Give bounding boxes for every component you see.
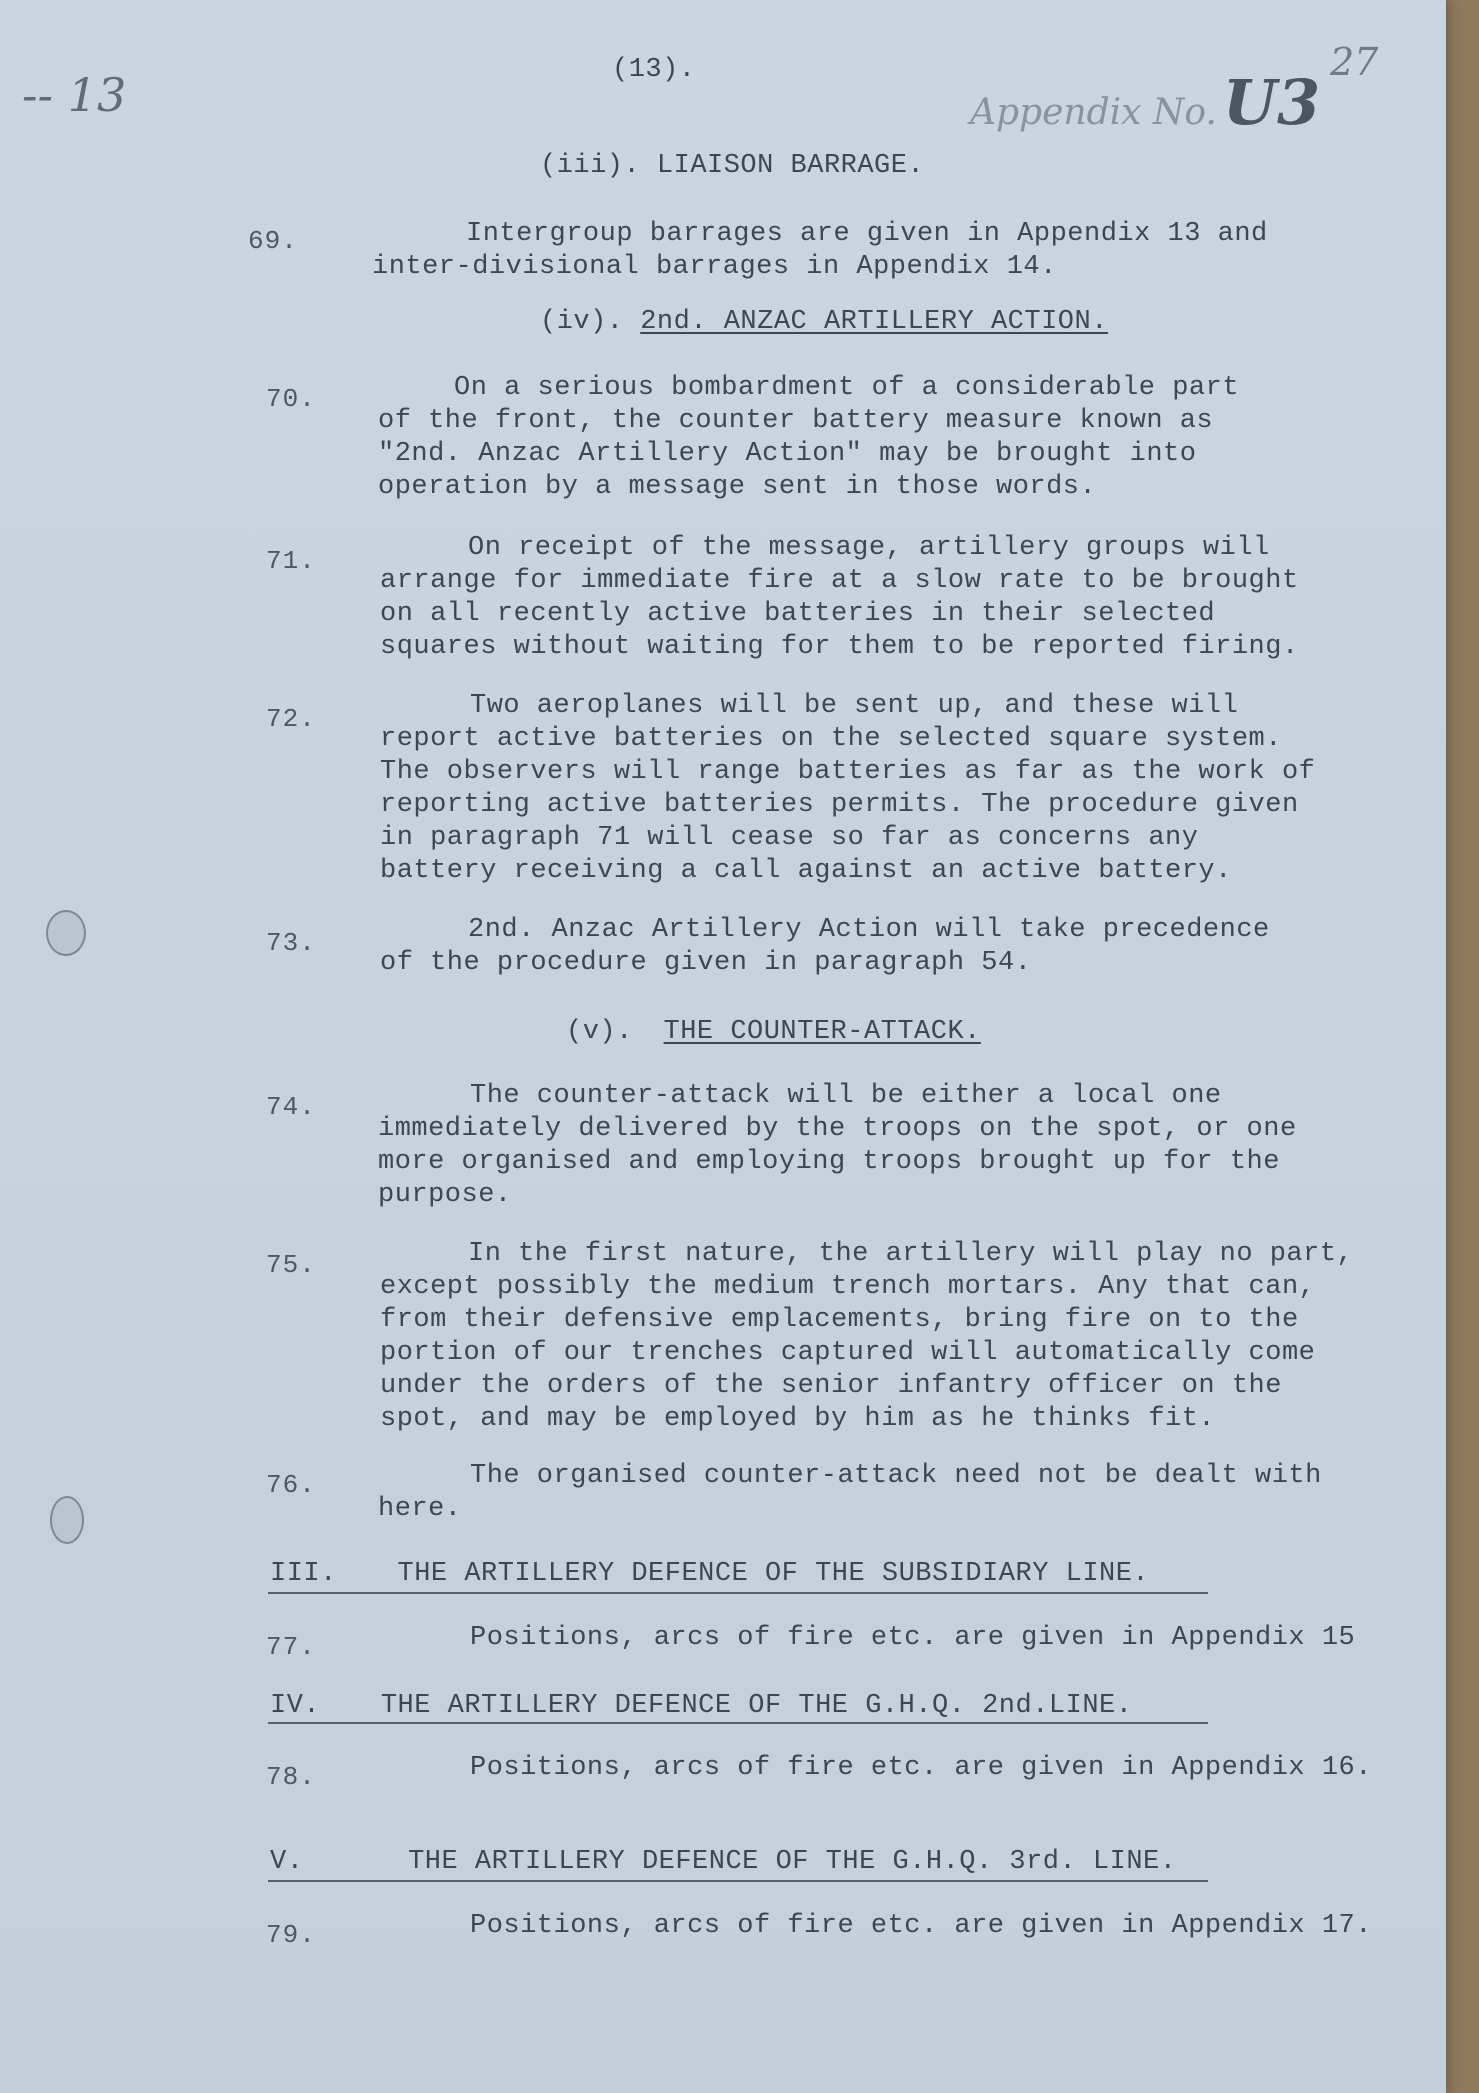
paragraph-line: operation by a message sent in those words. [378,472,1097,502]
part-underline-v [268,1880,1208,1882]
punch-hole [50,1496,84,1544]
section-heading-iv-prefix: (iv). [540,307,624,337]
section-heading-v-prefix: (v). [566,1017,633,1047]
paragraph-line: of the procedure given in paragraph 54. [380,948,1032,978]
section-heading-iv [540,306,1108,339]
paragraph-line: in paragraph 71 will cease so far as concerns any [380,823,1199,853]
paragraph-76 [378,1460,1322,1526]
paragraph-line: from their defensive emplacements, bring fire on to the [380,1305,1299,1335]
paragraph-line: battery receiving a call against an active battery. [380,856,1232,886]
paragraph-line: The organised counter-attack need not be dealt with [470,1461,1322,1491]
paragraph-line: immediately delivered by the troops on the spot, or one [378,1114,1297,1144]
punch-hole [46,910,86,956]
paragraph-line: on all recently active batteries in their selected [380,599,1216,629]
paragraph-79: Positions, arcs of fire etc. are given in Appendix 17. [470,1911,1372,1941]
paragraph-74 [378,1080,1297,1212]
part-heading-iv [270,1690,1132,1723]
paragraph-line: On receipt of the message, artillery groups will [468,533,1270,563]
paragraph-71 [380,532,1299,664]
appendix-stamp [970,66,1320,139]
paragraph-number-71: 71. [266,546,316,576]
paragraph-line: here. [378,1494,462,1524]
paragraph-line: In the first nature, the artillery will play no part, [468,1239,1354,1269]
part-title-iii: THE ARTILLERY DEFENCE OF THE SUBSIDIARY LINE. [397,1559,1150,1589]
paragraph-line: squares without waiting for them to be reported firing. [380,632,1299,662]
paragraph-line: The counter-attack will be either a local one [470,1081,1222,1111]
section-heading-iv-title: 2nd. ANZAC ARTILLERY ACTION. [640,307,1108,337]
appendix-stamp-number: U3 [1222,66,1321,139]
paragraph-line: arrange for immediate fire at a slow rate to be brought [380,566,1299,596]
paragraph-number-77: 77. [266,1632,316,1662]
part-title-v: THE ARTILLERY DEFENCE OF THE G.H.Q. 3rd. LINE. [408,1847,1177,1877]
part-underline-iv [268,1722,1208,1724]
paragraph-line: On a serious bombardment of a considerable part [454,373,1240,403]
paragraph-75 [380,1238,1353,1436]
paragraph-line: 2nd. Anzac Artillery Action will take precedence [468,915,1270,945]
paragraph-line: of the front, the counter battery measure known as [378,406,1214,436]
paragraph-line: report active batteries on the selected square system. [380,724,1282,754]
part-underline-iii [268,1592,1208,1594]
paragraph-77: Positions, arcs of fire etc. are given in Appendix 15 [470,1623,1356,1653]
section-heading-v [566,1016,981,1049]
paragraph-line: Intergroup barrages are given in Appendix 13 and [466,219,1268,249]
paragraph-72 [380,690,1315,888]
section-heading-iii [540,150,924,183]
paragraph-number-70: 70. [266,384,316,414]
margin-page-number: 27 [1330,40,1379,84]
paragraph-70 [378,372,1239,504]
paragraph-line: portion of our trenches captured will automatically come [380,1338,1316,1368]
paragraph-number-76: 76. [266,1470,316,1500]
section-heading-iii-text: (iii). LIAISON BARRAGE. [540,151,925,181]
paragraph-line: Two aeroplanes will be sent up, and these will [470,691,1239,721]
paragraph-73 [380,914,1270,980]
paragraph-line: "2nd. Anzac Artillery Action" may be brought into [378,439,1197,469]
paragraph-78: Positions, arcs of fire etc. are given in Appendix 16. [470,1753,1372,1783]
paragraph-number-79: 79. [266,1920,316,1950]
paragraph-line: purpose. [378,1180,512,1210]
part-heading-v [270,1846,1176,1879]
paragraph-line: more organised and employing troops brought up for the [378,1147,1280,1177]
section-heading-v-title: THE COUNTER-ATTACK. [663,1017,981,1047]
paragraph-69 [372,218,1268,284]
part-numeral-v: V. [270,1847,304,1877]
paragraph-number-78: 78. [266,1762,316,1792]
part-numeral-iii: III. [270,1559,337,1589]
paragraph-line: The observers will range batteries as far as the work of [380,757,1316,787]
paragraph-line: reporting active batteries permits. The procedure given [380,790,1299,820]
paragraph-number-73: 73. [266,928,316,958]
paragraph-line: except possibly the medium trench mortars. Any that can, [380,1272,1316,1302]
part-title-iv: THE ARTILLERY DEFENCE OF THE G.H.Q. 2nd.LINE. [380,1691,1133,1721]
margin-page-mark: -- 13 [22,68,127,122]
part-numeral-iv: IV. [270,1691,321,1721]
part-heading-iii [270,1558,1149,1591]
paragraph-number-69: 69. [248,226,298,256]
paragraph-number-72: 72. [266,704,316,734]
paragraph-line: under the orders of the senior infantry officer on the [380,1371,1282,1401]
page-number: (13). [612,55,696,85]
paragraph-line: inter-divisional barrages in Appendix 14. [372,252,1057,282]
appendix-stamp-label: Appendix No. [970,92,1217,133]
paragraph-number-75: 75. [266,1250,316,1280]
paragraph-number-74: 74. [266,1092,316,1122]
paragraph-line: spot, and may be employed by him as he thinks fit. [380,1404,1216,1434]
